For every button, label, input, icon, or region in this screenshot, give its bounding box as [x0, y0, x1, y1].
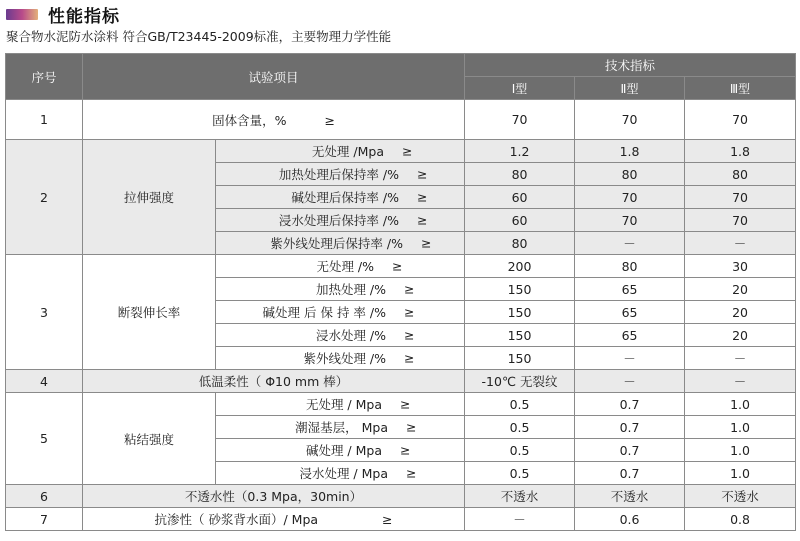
value-type1: 80: [465, 163, 575, 186]
row-item: [216, 278, 465, 301]
table-row: [6, 140, 796, 163]
item-label: 碱处理 / Mpa: [305, 443, 382, 458]
item-label: 浸水处理后保持率 /%: [278, 213, 399, 228]
spec-table: [5, 53, 796, 531]
item-label: 碱处理后保持率 /%: [291, 190, 399, 205]
value-type1: 80: [465, 232, 575, 255]
type3-header: Ⅲ型: [685, 77, 796, 100]
ge-sign: ≥: [404, 304, 415, 320]
item-label: 无处理 /Mpa: [311, 144, 384, 159]
gradient-bar-icon: [6, 9, 38, 20]
value-type2: 70: [575, 209, 685, 232]
value-type1: 0.5: [465, 462, 575, 485]
value-type2: 70: [575, 100, 685, 140]
value-type2: 不透水: [575, 485, 685, 508]
value-type3: 不透水: [685, 485, 796, 508]
value-type3: 70: [685, 186, 796, 209]
table-row: [6, 508, 796, 531]
row-item: [216, 140, 465, 163]
value-type2: －: [575, 347, 685, 370]
ge-sign: ≥: [404, 327, 415, 343]
value-type1: 60: [465, 209, 575, 232]
value-type2: 0.7: [575, 462, 685, 485]
value-type1: 不透水: [465, 485, 575, 508]
row-item: [83, 508, 465, 531]
value-type1: 0.5: [465, 416, 575, 439]
ge-sign: ≥: [406, 419, 417, 435]
item-label: 抗渗性（ 砂浆背水面）/ Mpa: [154, 512, 319, 527]
row-item: [216, 163, 465, 186]
row-item: 不透水性（0.3 Mpa，30min）: [83, 485, 465, 508]
value-type1: -10℃ 无裂纹: [465, 370, 575, 393]
row-item: [216, 439, 465, 462]
item-label: 碱处理 后 保 持 率 /%: [262, 305, 386, 320]
ge-sign: ≥: [392, 258, 403, 274]
row-item: [216, 347, 465, 370]
row-item: [216, 186, 465, 209]
value-type3: 1.8: [685, 140, 796, 163]
ge-sign: ≥: [400, 396, 411, 412]
ge-sign: ≥: [400, 442, 411, 458]
col-seq-header: 序号: [6, 54, 83, 100]
value-type2: 65: [575, 301, 685, 324]
ge-sign: ≥: [404, 281, 415, 297]
value-type1: 1.2: [465, 140, 575, 163]
value-type2: 1.8: [575, 140, 685, 163]
col-item-header: 试验项目: [83, 54, 465, 100]
value-type3: 30: [685, 255, 796, 278]
row-item: [216, 209, 465, 232]
col-index-header: 技术指标: [465, 54, 796, 77]
value-type2: 80: [575, 255, 685, 278]
row-item: [216, 462, 465, 485]
table-row: [6, 255, 796, 278]
row-item: [83, 100, 465, 140]
table-row: [6, 393, 796, 416]
row-group: 粘结强度: [83, 393, 216, 485]
item-label: 浸水处理 / Mpa: [299, 466, 388, 481]
value-type2: －: [575, 370, 685, 393]
value-type3: 0.8: [685, 508, 796, 531]
value-type2: 65: [575, 278, 685, 301]
value-type2: 65: [575, 324, 685, 347]
item-label: 固体含量，%: [212, 112, 287, 128]
value-type2: 80: [575, 163, 685, 186]
value-type2: 70: [575, 186, 685, 209]
row-item: [216, 255, 465, 278]
item-label: 无处理 / Mpa: [305, 397, 382, 412]
value-type3: 80: [685, 163, 796, 186]
value-type1: 150: [465, 324, 575, 347]
value-type3: 1.0: [685, 439, 796, 462]
row-item: [216, 416, 465, 439]
row-seq: 3: [6, 255, 83, 370]
row-seq: 7: [6, 508, 83, 531]
item-label: 紫外线处理 /%: [303, 351, 386, 366]
value-type3: 20: [685, 301, 796, 324]
item-label: 无处理 /%: [316, 259, 374, 274]
value-type1: 0.5: [465, 393, 575, 416]
table-row: [6, 100, 796, 140]
value-type3: 20: [685, 324, 796, 347]
value-type3: 1.0: [685, 416, 796, 439]
row-item: 低温柔性（ Φ10 mm 棒）: [83, 370, 465, 393]
value-type1: 150: [465, 278, 575, 301]
value-type3: 1.0: [685, 393, 796, 416]
row-seq: 5: [6, 393, 83, 485]
ge-sign: ≥: [417, 212, 428, 228]
ge-sign: ≥: [421, 235, 432, 251]
value-type1: 60: [465, 186, 575, 209]
row-seq: 6: [6, 485, 83, 508]
item-label: 加热处理 /%: [315, 282, 386, 297]
row-group: 断裂伸长率: [83, 255, 216, 370]
item-label: 紫外线处理后保持率 /%: [270, 236, 403, 251]
value-type2: －: [575, 232, 685, 255]
item-label: 潮湿基层， Mpa: [295, 420, 388, 435]
value-type3: －: [685, 347, 796, 370]
ge-sign: ≥: [382, 512, 393, 527]
value-type3: －: [685, 370, 796, 393]
value-type1: 200: [465, 255, 575, 278]
row-seq: 4: [6, 370, 83, 393]
item-label: 浸水处理 /%: [315, 328, 386, 343]
value-type1: 150: [465, 347, 575, 370]
table-row: [6, 485, 796, 508]
table-row: [6, 370, 796, 393]
item-label: 加热处理后保持率 /%: [278, 167, 399, 182]
type1-header: Ⅰ型: [465, 77, 575, 100]
section-header: [6, 3, 120, 25]
row-seq: 2: [6, 140, 83, 255]
row-item: [216, 393, 465, 416]
ge-sign: ≥: [417, 166, 428, 182]
type2-header: Ⅱ型: [575, 77, 685, 100]
ge-sign: ≥: [404, 350, 415, 366]
row-item: [216, 232, 465, 255]
value-type3: －: [685, 232, 796, 255]
value-type1: －: [465, 508, 575, 531]
ge-sign: ≥: [402, 143, 413, 159]
row-group: 拉伸强度: [83, 140, 216, 255]
value-type2: 0.7: [575, 439, 685, 462]
subtitle: 聚合物水泥防水涂料 符合GB/T23445-2009标准，主要物理力学性能: [6, 29, 392, 44]
value-type2: 0.7: [575, 393, 685, 416]
value-type3: 1.0: [685, 462, 796, 485]
row-item: [216, 324, 465, 347]
value-type1: 70: [465, 100, 575, 140]
ge-sign: ≥: [324, 112, 335, 128]
value-type2: 0.6: [575, 508, 685, 531]
row-item: [216, 301, 465, 324]
row-seq: 1: [6, 100, 83, 140]
value-type2: 0.7: [575, 416, 685, 439]
value-type1: 0.5: [465, 439, 575, 462]
ge-sign: ≥: [406, 465, 417, 481]
value-type3: 70: [685, 100, 796, 140]
section-title: 性能指标: [48, 6, 120, 27]
value-type3: 20: [685, 278, 796, 301]
ge-sign: ≥: [417, 189, 428, 205]
value-type1: 150: [465, 301, 575, 324]
value-type3: 70: [685, 209, 796, 232]
